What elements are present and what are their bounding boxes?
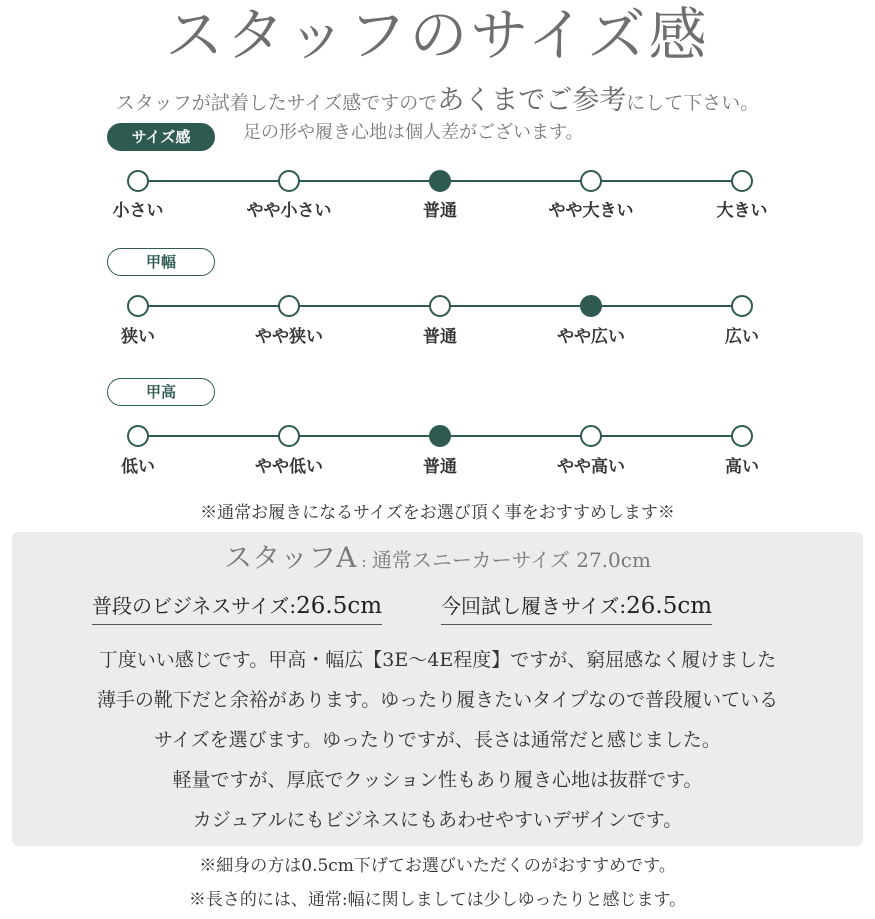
scale-dot xyxy=(127,295,149,317)
page-title: スタッフのサイズ感 xyxy=(165,1,710,69)
intro-prefix: スタッフが試着したサイズ感ですので xyxy=(115,92,438,114)
scale-label: 高い xyxy=(725,457,759,477)
staff-comment xyxy=(12,640,863,840)
scale-label: 小さい xyxy=(112,201,164,221)
trial-size-label: 今回試し履きサイズ: xyxy=(441,594,627,618)
intro-line-1 xyxy=(0,84,875,120)
trial-size-value: 26.5cm xyxy=(626,593,713,619)
usual-business-size xyxy=(92,588,382,625)
scale-dot-selected xyxy=(429,425,451,447)
scale-label: 普通 xyxy=(423,327,457,347)
badge-instep-height: 甲高 xyxy=(107,378,215,406)
scale-dot xyxy=(278,425,300,447)
badge-size-feel: サイズ感 xyxy=(107,123,215,151)
intro-line-2: 足の形や履き心地は個人差がございます。 xyxy=(243,122,584,143)
scale-label: やや小さい xyxy=(246,201,332,221)
scale-dot-selected xyxy=(580,295,602,317)
scale-label: やや高い xyxy=(557,457,625,477)
scale-label: 普通 xyxy=(423,457,457,477)
usual-size-label: 普段のビジネスサイズ: xyxy=(92,594,297,618)
recommend-note: ※通常お履きになるサイズをお選び頂く事をおすすめします※ xyxy=(200,503,675,523)
scale-dot xyxy=(127,170,149,192)
intro-suffix: にして下さい。 xyxy=(626,92,760,114)
scale-label: やや大きい xyxy=(548,201,634,221)
scale-dot xyxy=(429,295,451,317)
scale-label: やや広い xyxy=(557,327,625,347)
scale-label: 広い xyxy=(725,327,759,347)
staff-separator: : xyxy=(361,552,367,571)
scale-dot-selected xyxy=(429,170,451,192)
scale-dot xyxy=(580,170,602,192)
scale-dot xyxy=(731,295,753,317)
scale-dot xyxy=(731,170,753,192)
usual-size-value: 26.5cm xyxy=(296,593,383,619)
scale-dot xyxy=(278,295,300,317)
staff-header xyxy=(0,538,875,582)
comment-line: 丁度いい感じです。甲高・幅広【3E～4E程度】ですが、窮屈感なく履けました xyxy=(98,649,777,671)
footnote-slim: ※細身の方は0.5cm下げてお選びいただくのがおすすめです。 xyxy=(199,856,676,876)
scale-dot xyxy=(731,425,753,447)
scale-label: 低い xyxy=(121,457,155,477)
comment-line: カジュアルにもビジネスにもあわせやすいデザインです。 xyxy=(192,809,683,831)
scale-label: やや低い xyxy=(255,457,323,477)
comment-line: サイズを選びます。ゆったりですが、長さは通常だと感じました。 xyxy=(154,729,721,751)
scale-dot xyxy=(127,425,149,447)
scale-label: 大きい xyxy=(716,201,768,221)
comment-line: 軽量ですが、厚底でクッション性もあり履き心地は抜群です。 xyxy=(172,769,703,791)
trial-size xyxy=(441,588,712,625)
staff-name: スタッフA xyxy=(224,541,357,574)
intro-emphasis: あくまでご参考 xyxy=(437,85,627,116)
scale-dot xyxy=(278,170,300,192)
scale-dot xyxy=(580,425,602,447)
scale-label: 普通 xyxy=(423,201,457,221)
scale-label: 狭い xyxy=(121,327,155,347)
scale-label: やや狭い xyxy=(255,327,323,347)
footnote-length: ※長さ的には、通常:幅に関しましては少しゆったりと感じます。 xyxy=(188,890,687,910)
badge-instep-width: 甲幅 xyxy=(107,248,215,276)
staff-spec: 通常スニーカーサイズ 27.0cm xyxy=(371,548,651,572)
comment-line: 薄手の靴下だと余裕があります。ゆったり履きたいタイプなので普段履いている xyxy=(96,689,779,711)
